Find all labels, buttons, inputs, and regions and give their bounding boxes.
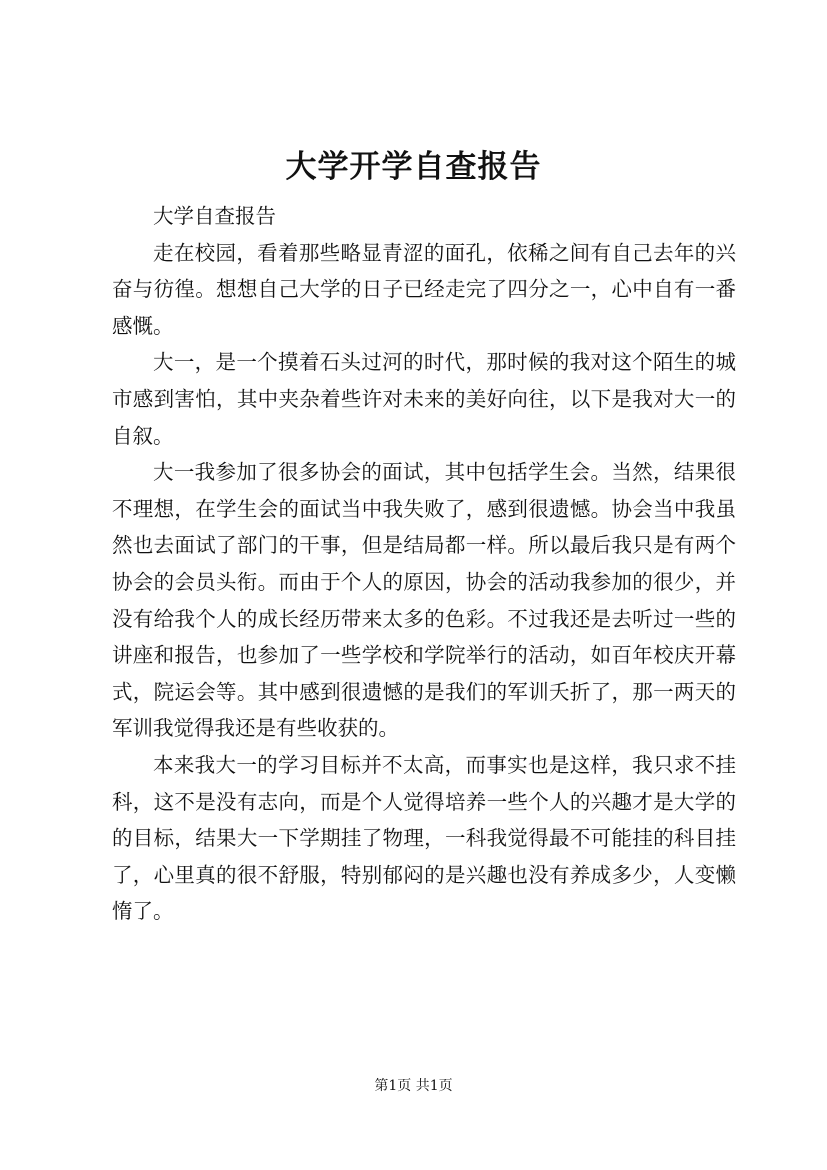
paragraph: 走在校园，看着那些略显青涩的面孔，依稀之间有自己去年的兴奋与彷徨。想想自己大学的日子已经走完了四分之一，心中自有一番感慨。 [112,240,736,338]
paragraph: 本来我大一的学习目标并不太高，而事实也是这样，我只求不挂科，这不是没有志向，而是个人觉得培养一些个人的兴趣才是大学的的目标，结果大一下学期挂了物理，一科我觉得最不可能挂的科目挂了，心里真的很不舒服，特别郁闷的是兴趣也没有养成多少，人变懒惰了。 [112,752,736,924]
document-title: 大学开学自查报告 [285,149,542,185]
paragraph-subtitle: 大学自查报告 [153,204,276,228]
page-footer: 第1页 共1页 [374,1078,453,1094]
document-body [112,198,736,930]
paragraph: 大一我参加了很多协会的面试，其中包括学生会。当然，结果很不理想，在学生会的面试当中我失败了，感到很遗憾。协会当中我虽然也去面试了部门的干事，但是结局都一样。所以最后我只是有两个协会的会员头衔。而由于个人的原因，协会的活动我参加的很少，并没有给我个人的成长经历带来太多的色彩。不过我还是去听过一些的讲座和报告，也参加了一些学校和学院举行的活动，如百年校庆开幕式，院运会等。其中感到很遗憾的是我们的军训夭折了，那一两天的军训我觉得我还是有些收获的。 [112,460,736,741]
paragraph: 大一，是一个摸着石头过河的时代，那时候的我对这个陌生的城市感到害怕，其中夹杂着些许对未来的美好向往，以下是我对大一的自叙。 [112,350,736,448]
